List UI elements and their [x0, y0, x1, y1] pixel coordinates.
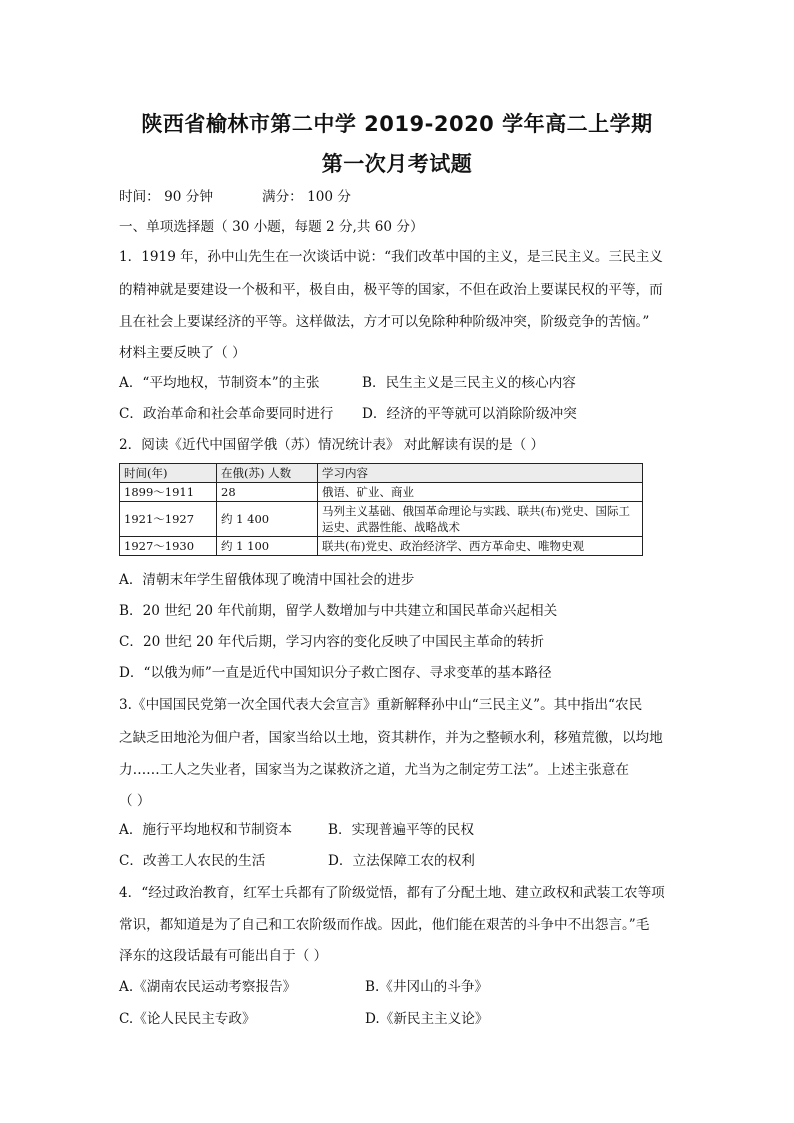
question-2-stem: 2．阅读《近代中国留学俄（苏）情况统计表》 对此解读有误的是（ ） — [119, 437, 545, 453]
table-header-cell: 在俄(苏) 人数 — [217, 464, 318, 483]
question-2-option-d: D．“以俄为师”一直是近代中国知识分子救亡图存、寻求变革的基本路径 — [119, 665, 552, 681]
question-1-line: 且在社会上要谋经济的平等。这样做法，方才可以免除种种阶级冲突，阶级竞争的苦恼。” — [119, 314, 650, 330]
question-3-option-a: A．施行平均地权和节制资本 — [119, 822, 292, 838]
question-3-option-b: B．实现普遍平等的民权 — [328, 822, 474, 838]
question-1-option-d: D．经济的平等就可以消除阶级冲突 — [362, 406, 577, 422]
exam-title-line1: 陕西省榆林市第二中学 2019-2020 学年高二上学期 — [141, 112, 653, 136]
question-3-option-c: C．改善工人农民的生活 — [119, 853, 266, 869]
table-cell: 联共(布)党史、政治经济学、西方革命史、唯物史观 — [318, 537, 643, 556]
question-2-option-c: C．20 世纪 20 年代后期，学习内容的变化反映了中国民主革命的转折 — [119, 634, 544, 650]
question-3-line: 力……工人之失业者，国家当为之谋救济之道，尤当为之制定劳工法”。上述主张意在 — [119, 762, 629, 778]
question-3-line: 之缺乏田地沦为佃户者，国家当给以土地，资其耕作，并为之整顿水利，移殖荒徼，以均地 — [119, 730, 663, 746]
exam-score: 满分： 100 分 — [262, 189, 351, 205]
section-heading: 一、单项选择题（ 30 小题，每题 2 分,共 60 分） — [119, 219, 424, 235]
table-row — [120, 483, 643, 502]
question-1-option-a: A．“平均地权，节制资本”的主张 — [119, 375, 320, 391]
question-4-line: 泽东的这段话最有可能出自于（ ） — [119, 948, 328, 964]
table-row — [120, 537, 643, 556]
table-cell: 28 — [217, 483, 318, 502]
question-4-option-a: A.《湖南农民运动考察报告》 — [119, 979, 297, 995]
question-1-line: 的精神就是要建设一个极和平，极自由，极平等的国家，不但在政治上要谋民权的平等，而 — [119, 282, 663, 298]
table-cell: 马列主义基础、俄国革命理论与实践、联共(布)党史、国际工运史、武器性能、战略战术 — [318, 502, 643, 537]
exam-title-line2: 第一次月考试题 — [321, 152, 473, 176]
question-3-option-d: D．立法保障工农的权利 — [328, 853, 475, 869]
question-1-option-b: B．民生主义是三民主义的核心内容 — [362, 375, 576, 391]
question-4-option-d: D.《新民主主义论》 — [365, 1011, 489, 1027]
question-4-option-c: C.《论人民民主专政》 — [119, 1011, 256, 1027]
table-cell: 1921～1927 — [120, 502, 217, 537]
question-2-option-b: B．20 世纪 20 年代前期，留学人数增加与中共建立和国民革命兴起相关 — [119, 603, 558, 619]
question-1-line: 1．1919 年，孙中山先生在一次谈话中说：“我们改革中国的主义，是三民主义。三民主义 — [119, 249, 663, 265]
question-3-line: （ ） — [119, 793, 151, 809]
table-header-cell: 时间(年) — [120, 464, 217, 483]
table-header-row — [120, 464, 643, 483]
table-cell: 俄语、矿业、商业 — [318, 483, 643, 502]
table-header-cell: 学习内容 — [318, 464, 643, 483]
table-cell: 1927～1930 — [120, 537, 217, 556]
table-cell: 约 1 400 — [217, 502, 318, 537]
table-cell: 约 1 100 — [217, 537, 318, 556]
question-1-line: 材料主要反映了（ ） — [119, 345, 246, 361]
table-cell: 1899～1911 — [120, 483, 217, 502]
question-1-option-c: C．政治革命和社会革命要同时进行 — [119, 406, 334, 422]
question-4-option-b: B.《井冈山的斗争》 — [365, 979, 489, 995]
table-row — [120, 502, 643, 537]
question-2-option-a: A．清朝末年学生留俄体现了晚清中国社会的进步 — [119, 572, 415, 588]
question-4-line: 常识，都知道是为了自己和工农阶级而作战。因此，他们能在艰苦的斗争中不出怨言。”毛 — [119, 917, 650, 933]
study-abroad-stats-table — [119, 463, 643, 556]
exam-time: 时间： 90 分钟 — [119, 189, 213, 205]
question-4-line: 4．“经过政治教育，红军士兵都有了阶级觉悟，都有了分配土地、建立政权和武装工农等项 — [119, 885, 665, 901]
question-3-line: 3.《中国国民党第一次全国代表大会宣言》重新解释孙中山“三民主义”。其中指出“农民 — [119, 697, 643, 713]
